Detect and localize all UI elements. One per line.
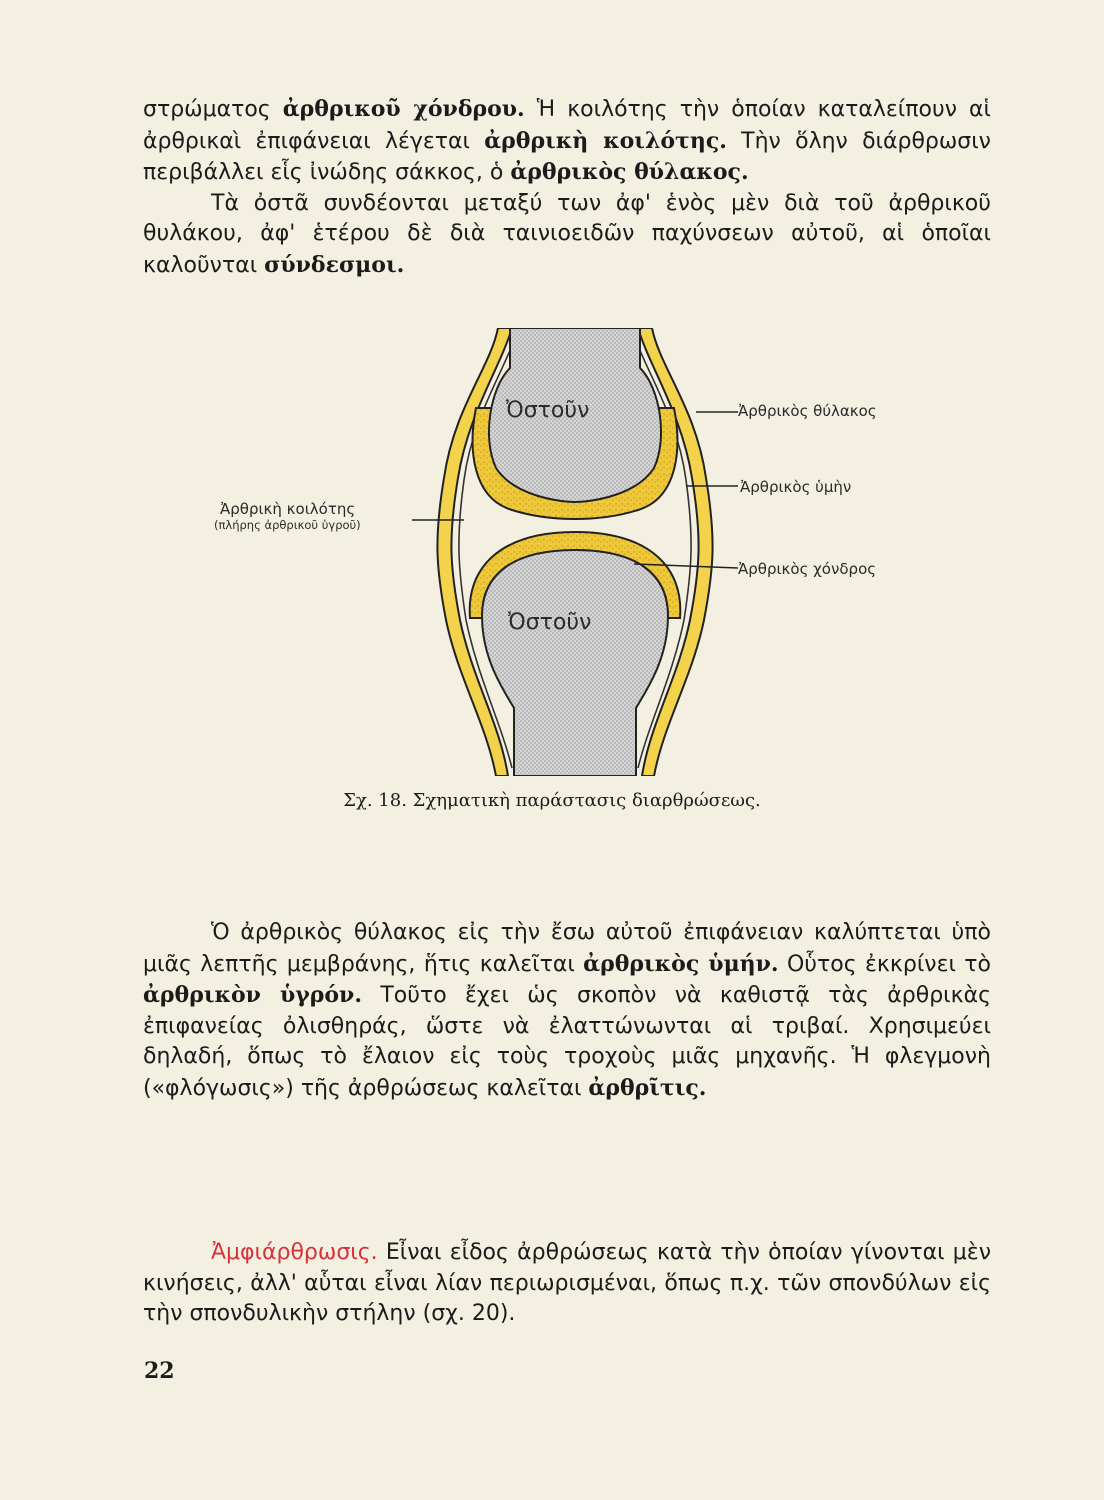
figure-caption: Σχ. 18. Σχηματικὴ παράστασις διαρθρώσεως.: [343, 790, 761, 811]
paragraph-3: [143, 1238, 991, 1330]
term-articular-capsule: ἀρθρικὸς θύλακος.: [510, 159, 749, 185]
joint-diagram-svg: [200, 328, 940, 776]
bottom-bone: [482, 550, 668, 776]
paragraph-2-text: Ὁ ἀρθρικὸς θύλακος εἰς τὴν ἔσω αὐτοῦ ἐπιφάνειαν καλύπτεται ὑπὸ μιᾶς λεπτῆς μεμβράνης, ἥτις καλεῖται ἀρθρικὸς ὑμήν. Οὗτος ἐκκρίνει τὸ ἀρθρικὸν ὑγρόν. Τοῦτο ἔχει ὡς σκοπὸν νὰ καθιστᾷ τὰς ἀρθρικὰς ἐπιφανείας ὀλισθηράς, ὥστε νὰ ἐλαττώνωνται αἱ τριβαί. Χρησιμεύει δηλαδή, ὅπως τὸ ἔλαιον εἰς τοὺς τροχοὺς μιᾶς μηχανῆς. Ἡ φλεγμονὴ («φλόγωσις») τῆς ἀρθρώσεως καλεῖται ἀρθρῖτις.: [143, 920, 991, 1101]
paragraph-2: [143, 918, 991, 1104]
term-ligaments: σύνδεσμοι.: [264, 251, 405, 278]
section-heading-amphiarthrosis: Ἀμφιάρθρωσις.: [211, 1240, 378, 1265]
label-synovial-membrane: Ἀρθρικὸς ὑμὴν: [740, 478, 852, 496]
label-articular-cartilage: Ἀρθρικὸς χόνδρος: [738, 560, 877, 578]
paragraph-1: [143, 94, 991, 281]
term-articular-cavity: ἀρθρικὴ κοιλότης.: [484, 127, 727, 154]
term-synovial-fluid: ἀρθρικὸν ὑγρόν.: [143, 982, 362, 1008]
paragraph-1-part-a: στρώματος ἀρθρικοῦ χόνδρου. Ἡ κοιλότης τὴν ὁποίαν καταλείπουν αἱ ἀρθρικαὶ ἐπιφάνειαι λέγεται ἀρθρικὴ κοιλότης. Τὴν ὅλην διάρθρωσιν περιβάλλει εἷς ἰνώδης σάκκος, ὁ ἀρθρικὸς θύλακος.: [143, 96, 991, 185]
label-articular-cavity: Ἀρθρικὴ κοιλότης: [220, 500, 356, 518]
term-articular-cartilage: ἀρθρικοῦ χόνδρου.: [282, 96, 525, 122]
joint-diagram: [200, 328, 940, 776]
term-synovial-membrane: ἀρθρικὸς ὑμήν.: [583, 950, 779, 977]
label-bone-top: Ὀστοῦν: [506, 398, 590, 423]
page-number: 22: [144, 1358, 175, 1384]
label-articular-cavity-note: (πλήρης ἀρθρικοῦ ὑγροῦ): [214, 518, 361, 532]
term-arthritis: ἀρθρῖτις.: [588, 1074, 707, 1101]
label-bone-bottom: Ὀστοῦν: [508, 610, 592, 635]
label-articular-capsule: Ἀρθρικὸς θύλακος: [738, 402, 877, 420]
paragraph-1-part-b: Τὰ ὀστᾶ συνδέονται μεταξύ των ἀφ' ἑνὸς μὲν διὰ τοῦ ἀρθρικοῦ θυλάκου, ἀφ' ἑτέρου δὲ διὰ ταινιοειδῶν παχύνσεων αὐτοῦ, αἱ ὁποῖαι καλοῦνται σύνδεσμοι.: [143, 190, 991, 278]
paragraph-3-text: Ἀμφιάρθρωσις. Εἶναι εἶδος ἀρθρώσεως κατὰ τὴν ὁποίαν γίνονται μὲν κινήσεις, ἀλλ' αὗται εἶναι λίαν περιωρισμέναι, ὅπως π.χ. τῶν σπονδύλων εἰς τὴν σπονδυλικὴν στήλην (σχ. 20).: [143, 1240, 991, 1326]
